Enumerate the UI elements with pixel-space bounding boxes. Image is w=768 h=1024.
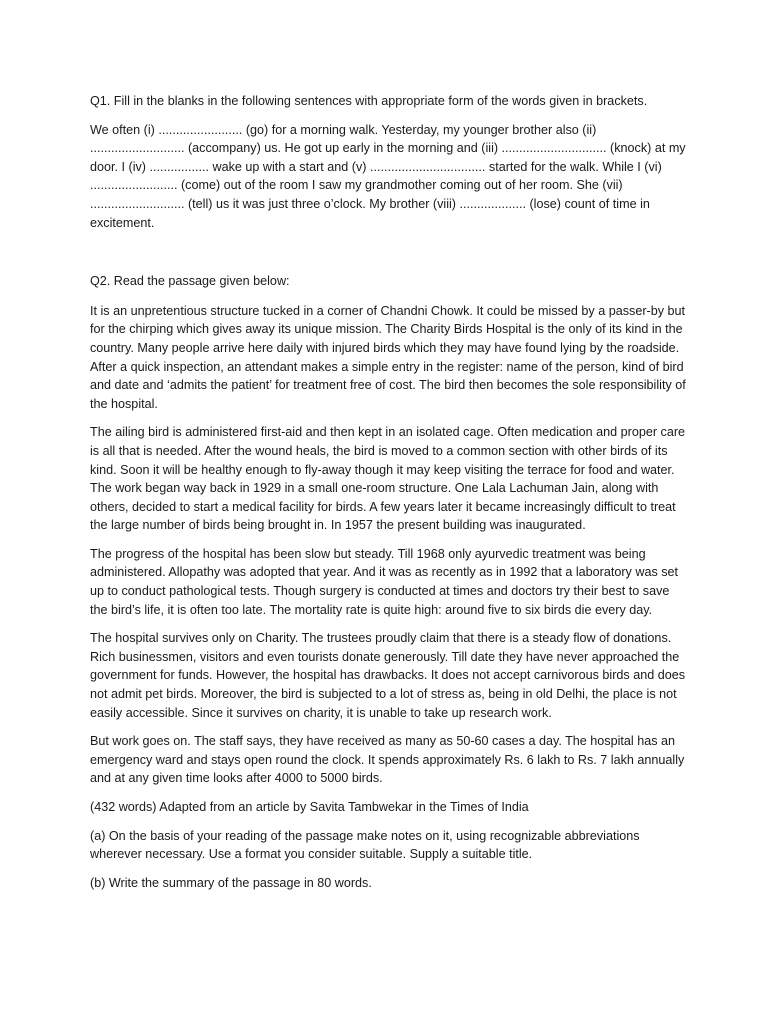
passage-paragraph-5: But work goes on. The staff says, they have received as many as 50-60 cases a day. The hospital has an emergency ward and stays open round the clock. It spends approximately Rs. 6 lakh to Rs. 7 lakh annually and at any given time looks after 4000 to 5000 birds. bbox=[90, 734, 685, 786]
passage-paragraph-4: The hospital survives only on Charity. The trustees proudly claim that there is a steady flow of donations. Rich businessmen, visitors and even tourists donate generously. Till date they have never approached the government for funds. However, the hospital has drawbacks. It does not accept carnivorous birds and does not admit pet birds. Moreover, the bird is subjected to a lot of stress as, being in old Delhi, the place is not easily accessible. Since it survives on charity, it is unable to take up research work. bbox=[90, 631, 686, 720]
passage-paragraph-3: The progress of the hospital has been slow but steady. Till 1968 only ayurvedic treatment was being administered. Allopathy was adopted that year. And it was as recently as in 1992 that a laboratory was set up to conduct pathological tests. Though surgery is conducted at times and doctors try their best to save the bird’s life, it is often too late. The mortality rate is quite high: around five to six birds die every day. bbox=[90, 546, 679, 617]
q2-title: Q2. Read the passage given below: bbox=[90, 274, 290, 289]
q1-title: Q1. Fill in the blanks in the following sentences with appropriate form of the words given in brackets. bbox=[90, 94, 648, 108]
passage-source-credit: (432 words) Adapted from an article by Savita Tambwekar in the Times of India bbox=[90, 800, 529, 814]
document-content bbox=[90, 92, 690, 902]
q1-fill-in-blanks-text: We often (i) ........................ (go) for a morning walk. Yesterday, my younger brother also (ii) ........................... (accompany) us. He got up early in the morning and (iii) .............................. (knock) at my door. I (iv) ................. wake up with a start and (v) ................................. started for the walk. While I (vi) ......................... (come) out of the room I saw my grandmother coming out of her room. She (vii) ........................... (tell) us it was just three o’clock. My brother (viii) ................... (lose) count of time in excitement. bbox=[90, 122, 686, 230]
task-b: (b) Write the summary of the passage in 80 words. bbox=[90, 875, 372, 890]
passage-paragraph-1: It is an unpretentious structure tucked in a corner of Chandni Chowk. It could be missed by a passer-by but for the chirping which gives away its unique mission. The Charity Birds Hospital is the only of its kind in the country. Many people arrive here daily with injured birds which they may have found lying by the roadside. After a quick inspection, an attendant makes a simple entry in the register: name of the person, kind of bird and date and ‘admits the patient’ for treatment free of cost. The bird then becomes the sole responsibility of the hospital. bbox=[90, 303, 686, 411]
task-a: (a) On the basis of your reading of the passage make notes on it, using recognizable abbreviations wherever necessary. Use a format you consider suitable. Supply a suitable title. bbox=[90, 828, 640, 862]
passage-paragraph-2: The ailing bird is administered first-aid and then kept in an isolated cage. Often medication and proper care is all that is needed. After the wound heals, the bird is moved to a common section with other birds of its kind. Soon it will be healthy enough to fly-away though it may keep visiting the terrace for food and water. The work began way back in 1929 in a small one-room structure. One Lala Lachuman Jain, along with others, decided to start a medical facility for birds. A few years later it became increasingly difficult to treat the large number of birds being brought in. In 1957 the present building was inaugurated. bbox=[90, 425, 686, 533]
